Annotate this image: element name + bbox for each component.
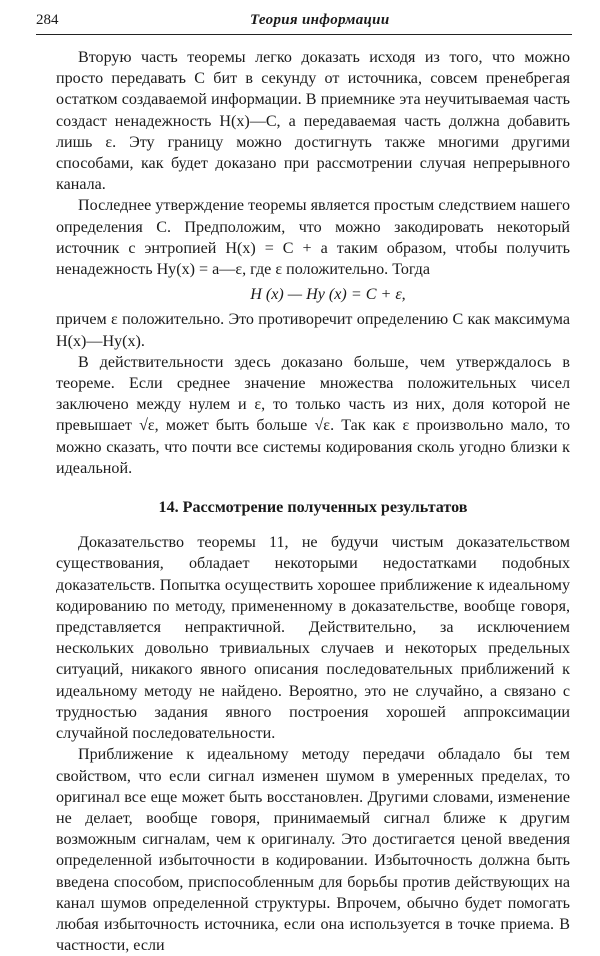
section-title: 14. Рассмотрение полученных результатов — [158, 499, 468, 517]
paragraph-2: Последнее утверждение теоремы является простым следствием нашего определения C. Предположим, что можно закодировать некоторый источник с энтропией H(x) = C + a таким образом, чтобы получить ненадежность Hy(x) = a—ε, где ε положительно. Тогда — [56, 197, 570, 279]
paragraph-6: Приближение к идеальному методу передачи обладало бы тем свойством, что если сигнал изменен шумом в умеренных пределах, то оригинал все еще может быть восстановлен. Другими словами, изменение не делает, вообще говоря, принимаемый сигнал ближе к другим возможным сигналам, чем к оригиналу. Это достигается ценой введения определенной избыточности в кодировании. Избыточность должна быть введена способом, приспособленным для борьбы против действующих на канал шумов определенной структуры. Впрочем, обычно будет помогать любая избыточность источника, если она используется в точке приема. В частности, если — [56, 746, 570, 955]
paragraph-5: Доказательство теоремы 11, не будучи чистым доказательством существования, обладает некоторыми недостатками подобных доказательств. Попытка осуществить хорошее приближение к идеальному кодированию по методу, примененному в доказательстве, вообще говоря, представляется непрактичной. Действительно, за исключением нескольких довольно тривиальных случаев и некоторых предельных ситуаций, никакого явного описания последовательных приближений к идеальному методу не найдено. Вероятно, это не случайно, а связано с трудностью задания явного построения хорошей аппроксимации случайной последовательности. — [56, 534, 570, 743]
formula: H (x) — Hy (x) = C + ε, — [250, 286, 406, 304]
paragraph-3: причем ε положительно. Это противоречит определению C как максимума H(x)—Hy(x). — [56, 311, 570, 350]
paragraph-4: В действительности здесь доказано больше, чем утверждалось в теореме. Если среднее значение множества положительных чисел заключено между нулем и ε, то только часть из них, доля которой не превышает √ε, может быть больше √ε. Так как ε произвольно мало, то можно сказать, что почти все системы кодирования сколь угодно близки к идеальной. — [56, 353, 570, 477]
paragraph-1: Вторую часть теоремы легко доказать исходя из того, что можно просто передавать C бит в секунду от источника, совсем пренебрегая остатком создаваемой информации. В приемнике эта неучитываемая часть создаст ненадежность H(x)—C, а передаваемая часть должна добавить лишь ε. Эту границу можно достигнуть также многими другими способами, как будет доказано при рассмотрении случая непрерывного канала. — [56, 49, 570, 194]
page-number: 284 — [36, 12, 59, 28]
header-rule — [36, 34, 572, 35]
running-title: Теория информации — [250, 12, 390, 28]
page-body — [56, 47, 570, 956]
page-header — [36, 12, 576, 34]
